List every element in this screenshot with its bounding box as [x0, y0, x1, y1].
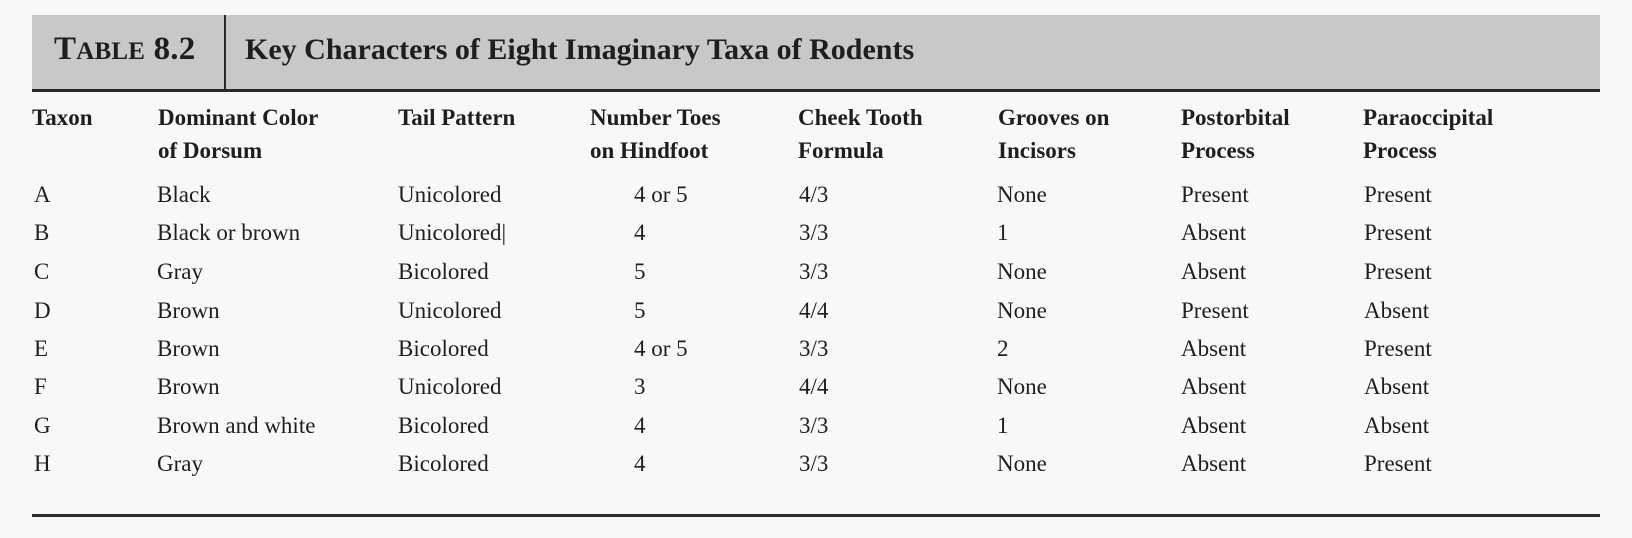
cell-toes: 4: [634, 413, 646, 438]
cell-tail: Bicolored: [398, 451, 489, 476]
table-row: [0, 255, 1632, 289]
cell-postorbital: Absent: [1181, 374, 1247, 399]
cell-postorbital: Absent: [1181, 413, 1247, 438]
cell-tooth: 3/3: [799, 413, 829, 438]
cell-toes: 5: [634, 259, 646, 284]
table-row: [0, 409, 1632, 443]
cell-color: Brown and white: [157, 413, 316, 438]
column-header-grooves: Grooves on Incisors: [998, 105, 1110, 163]
cell-grooves: None: [997, 298, 1047, 323]
table-number: TABLE 8.2: [54, 31, 196, 67]
cell-paraoccipital: Present: [1364, 451, 1432, 476]
cell-taxon: E: [34, 336, 49, 361]
cell-color: Brown: [157, 336, 220, 361]
cell-postorbital: Absent: [1181, 259, 1247, 284]
cell-toes: 4 or 5: [634, 336, 688, 361]
cell-taxon: H: [34, 451, 51, 476]
cell-color: Brown: [157, 298, 220, 323]
column-header-postorbital: Postorbital Process: [1181, 105, 1290, 163]
cell-tooth: 3/3: [799, 451, 829, 476]
cell-color: Gray: [157, 451, 203, 476]
column-header-paraoccipital: Paraoccipital Process: [1363, 105, 1494, 163]
cell-tail: Bicolored: [398, 336, 489, 361]
cell-taxon: A: [34, 182, 51, 207]
column-header-dominant-color: Dominant Color of Dorsum: [158, 105, 319, 163]
cell-toes: 3: [634, 374, 646, 399]
cell-tail: Unicolored|: [398, 220, 507, 245]
bottom-rule: [32, 514, 1600, 517]
cell-taxon: D: [34, 298, 51, 323]
cell-paraoccipital: Absent: [1364, 298, 1430, 323]
table-row: [0, 370, 1632, 404]
table-title-bar: [32, 15, 1600, 92]
column-header-number-toes: Number Toes on Hindfoot: [590, 105, 721, 163]
table-row: [0, 447, 1632, 481]
cell-tail: Bicolored: [398, 259, 489, 284]
cell-paraoccipital: Present: [1364, 259, 1432, 284]
cell-taxon: B: [34, 220, 50, 245]
cell-tail: Unicolored: [398, 298, 502, 323]
cell-tail: Unicolored: [398, 374, 502, 399]
table-row: [0, 178, 1632, 212]
cell-taxon: G: [34, 413, 51, 438]
cell-paraoccipital: Present: [1364, 336, 1432, 361]
cell-tooth: 4/4: [799, 374, 829, 399]
cell-postorbital: Present: [1181, 298, 1249, 323]
cell-paraoccipital: Absent: [1364, 374, 1430, 399]
table-row: [0, 216, 1632, 250]
cell-tooth: 4/3: [799, 182, 829, 207]
cell-grooves: 1: [997, 413, 1009, 438]
cell-grooves: 1: [997, 220, 1009, 245]
cell-taxon: C: [34, 259, 50, 284]
column-header-cheek-tooth: Cheek Tooth Formula: [798, 105, 923, 163]
cell-grooves: 2: [997, 336, 1009, 361]
cell-postorbital: Absent: [1181, 336, 1247, 361]
cell-toes: 4: [634, 451, 646, 476]
cell-tooth: 3/3: [799, 220, 829, 245]
cell-paraoccipital: Absent: [1364, 413, 1430, 438]
cell-grooves: None: [997, 374, 1047, 399]
cell-toes: 4: [634, 220, 646, 245]
cell-taxon: F: [34, 374, 47, 399]
title-divider: [224, 15, 226, 89]
cell-toes: 4 or 5: [634, 182, 688, 207]
cell-postorbital: Present: [1181, 182, 1249, 207]
cell-toes: 5: [634, 298, 646, 323]
table-row: [0, 294, 1632, 328]
cell-tooth: 3/3: [799, 259, 829, 284]
cell-postorbital: Absent: [1181, 220, 1247, 245]
cell-color: Gray: [157, 259, 203, 284]
cell-color: Brown: [157, 374, 220, 399]
table-title: Key Characters of Eight Imaginary Taxa of Rodents: [245, 33, 915, 66]
cell-grooves: None: [997, 451, 1047, 476]
cell-color: Black or brown: [157, 220, 301, 245]
column-header-tail-pattern: Tail Pattern: [398, 105, 516, 130]
cell-postorbital: Absent: [1181, 451, 1247, 476]
cell-paraoccipital: Present: [1364, 220, 1432, 245]
cell-grooves: None: [997, 259, 1047, 284]
cell-tooth: 3/3: [799, 336, 829, 361]
table-row: [0, 332, 1632, 366]
cell-tooth: 4/4: [799, 298, 829, 323]
cell-tail: Bicolored: [398, 413, 489, 438]
cell-grooves: None: [997, 182, 1047, 207]
cell-tail: Unicolored: [398, 182, 502, 207]
cell-paraoccipital: Present: [1364, 182, 1432, 207]
column-header-taxon: Taxon: [32, 105, 93, 130]
cell-color: Black: [157, 182, 211, 207]
